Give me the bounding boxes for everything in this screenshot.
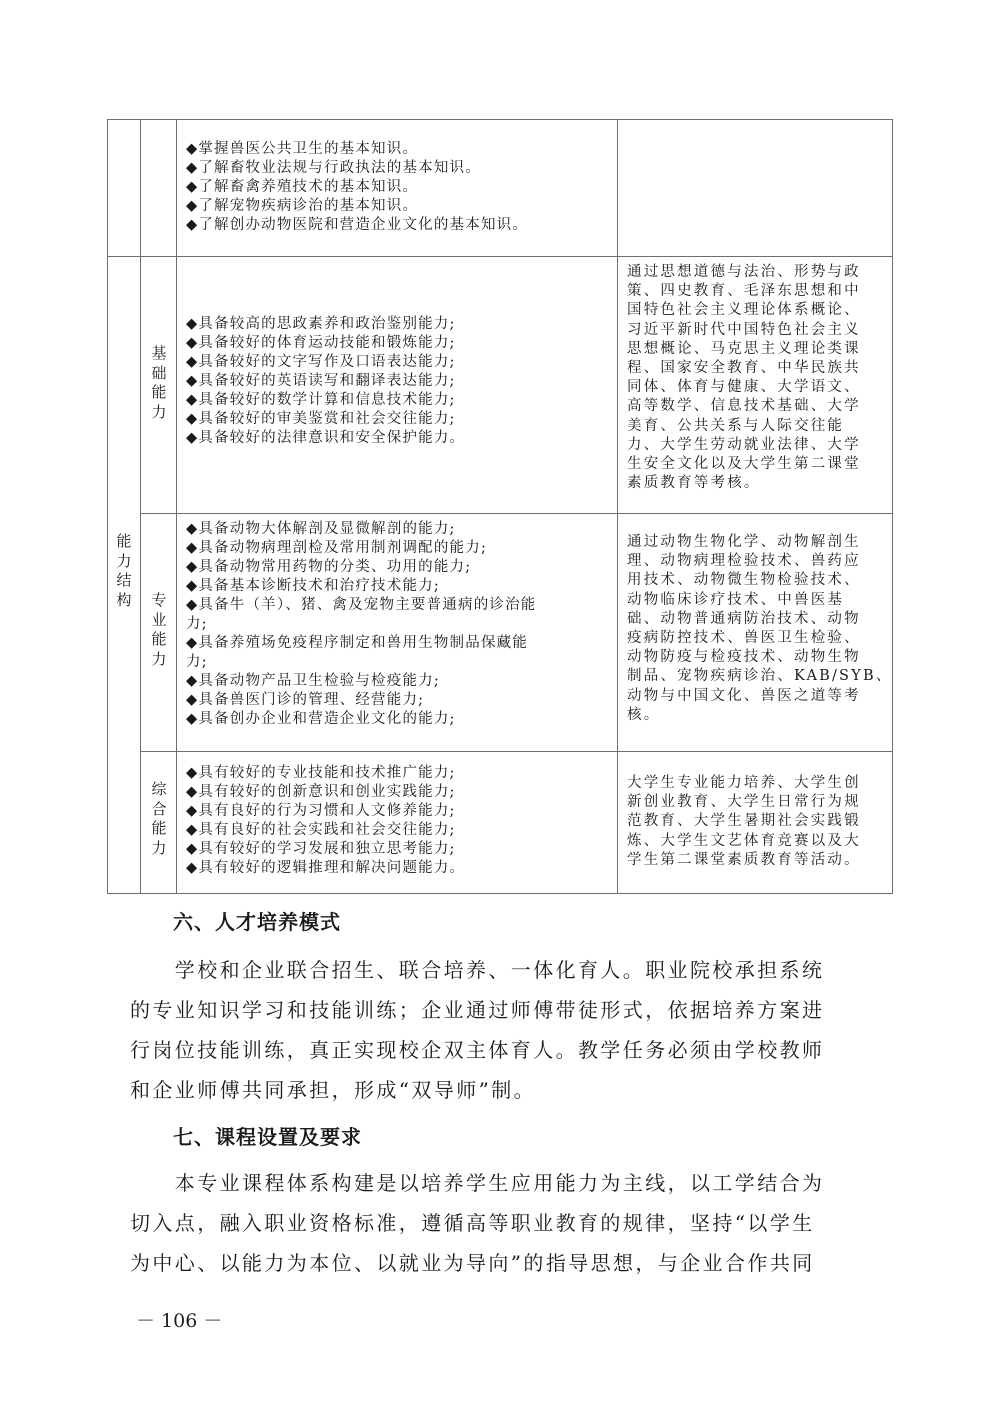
list-item: ◆具备动物病理剖检及常用制剂调配的能力; bbox=[186, 540, 488, 556]
label-char: 能 bbox=[151, 383, 167, 401]
row-divider bbox=[140, 751, 893, 752]
column-divider bbox=[176, 119, 177, 894]
list-item: ◆具备动物产品卫生检验与检疫能力; bbox=[186, 673, 440, 689]
label-char: 力 bbox=[151, 649, 167, 668]
list-item: ◆具有较好的逻辑推理和解决问题能力。 bbox=[186, 860, 466, 876]
desc-line: 高等数学、信息技术基础、大学 bbox=[627, 398, 861, 415]
table-border-right bbox=[892, 119, 893, 894]
list-item: ◆具备较好的审美鉴赏和社会交往能力; bbox=[186, 411, 456, 427]
label-char: 础 bbox=[151, 363, 167, 382]
list-item: ◆具备养殖场免疫程序制定和兽用生物制品保藏能 bbox=[186, 635, 529, 651]
list-item: ◆具备牛（羊）、猪、禽及宠物主要普通病的诊治能 bbox=[186, 597, 537, 613]
basic-ability-items bbox=[186, 315, 465, 448]
list-item: ◆具备较好的数学计算和信息技术能力; bbox=[186, 392, 456, 408]
list-item: ◆具备较好的法律意识和安全保护能力。 bbox=[186, 430, 466, 446]
desc-line: 学生第二课堂素质教育等活动。 bbox=[627, 851, 861, 868]
desc-line: 思想概论、马克思主义理论类课 bbox=[627, 340, 861, 357]
knowledge-items bbox=[186, 140, 528, 235]
desc-line: 程、国家安全教育、中华民族共 bbox=[627, 360, 861, 377]
section-heading-talent-training-mode: 六、人才培养模式 bbox=[173, 910, 341, 934]
desc-line: 力、大学生劳动就业法律、大学 bbox=[627, 436, 861, 453]
table-border-left bbox=[107, 119, 108, 894]
desc-line: 制品、宠物疾病诊治、KAB/SYB、 bbox=[627, 668, 893, 685]
label-char: 能 bbox=[116, 532, 132, 550]
row-divider bbox=[107, 256, 893, 257]
list-item: ◆具有较好的创新意识和创业实践能力; bbox=[186, 784, 456, 800]
label-char: 业 bbox=[151, 610, 167, 629]
desc-line: 美育、公共关系与人际交往能 bbox=[627, 417, 845, 434]
desc-line: 通过动物生物化学、动物解剖生 bbox=[627, 534, 861, 550]
desc-line: 用技术、动物微生物检验技术、 bbox=[627, 572, 861, 589]
row-label-professional-ability bbox=[150, 591, 168, 669]
list-item: ◆了解畜牧业法规与行政执法的基本知识。 bbox=[186, 160, 481, 176]
list-item: ◆具有良好的行为习惯和人文修养能力; bbox=[186, 803, 456, 819]
label-char: 力 bbox=[151, 402, 167, 421]
list-item: ◆具备动物常用药物的分类、功用的能力; bbox=[186, 559, 472, 575]
desc-line: 国特色社会主义理论体系概论、 bbox=[627, 302, 861, 319]
list-item: ◆具备较高的思政素养和政治鉴别能力; bbox=[186, 316, 456, 332]
desc-line: 策、四史教育、毛泽东思想和中 bbox=[627, 283, 861, 300]
list-item: ◆具备较好的英语读写和翻译表达能力; bbox=[186, 373, 456, 389]
desc-line: 范教育、大学生暑期社会实践锻 bbox=[627, 813, 861, 830]
list-item: ◆具备兽医门诊的管理、经营能力; bbox=[186, 692, 425, 708]
list-item: ◆具备较好的体育运动技能和锻炼能力; bbox=[186, 335, 456, 351]
paragraph-line: 本专业课程体系构建是以培养学生应用能力为主线，以工学结合为 bbox=[130, 1171, 825, 1195]
comprehensive-ability-assessment bbox=[627, 774, 861, 870]
desc-line: 动物临床诊疗技术、中兽医基 bbox=[627, 591, 845, 608]
desc-line: 核。 bbox=[627, 706, 661, 723]
page-number: － 106 － bbox=[136, 1310, 223, 1332]
list-item: ◆具有较好的专业技能和技术推广能力; bbox=[186, 765, 456, 781]
label-char: 能 bbox=[151, 819, 167, 837]
list-item: ◆具备动物大体解剖及显微解剖的能力; bbox=[186, 521, 456, 537]
row-label-basic-ability bbox=[150, 344, 168, 422]
desc-line: 理、动物病理检验技术、兽药应 bbox=[627, 553, 861, 570]
list-item: ◆了解宠物疾病诊治的基本知识。 bbox=[186, 198, 419, 214]
desc-line: 通过思想道德与法治、形势与政 bbox=[627, 264, 861, 280]
desc-line: 动物与中国文化、兽医之道等考 bbox=[627, 687, 861, 704]
desc-line: 炼、大学生文艺体育竞赛以及大 bbox=[627, 832, 861, 849]
label-char: 综 bbox=[151, 780, 167, 798]
paragraph-line: 切入点，融入职业资格标准，遵循高等职业教育的规律，坚持“以学生 bbox=[130, 1211, 815, 1235]
table-border-top bbox=[107, 119, 893, 120]
paragraph-line: 行岗位技能训练，真正实现校企双主体育人。教学任务必须由学校教师 bbox=[130, 1038, 825, 1062]
list-item: ◆了解创办动物医院和营造企业文化的基本知识。 bbox=[186, 217, 529, 233]
label-char: 合 bbox=[151, 799, 167, 818]
list-item: ◆具备基本诊断技术和治疗技术能力; bbox=[186, 578, 440, 594]
desc-line: 同体、体育与健康、大学语文、 bbox=[627, 379, 861, 396]
label-char: 基 bbox=[151, 344, 167, 362]
list-item: ◆具有良好的社会实践和社会交往能力; bbox=[186, 822, 456, 838]
paragraph-line: 的专业知识学习和技能训练；企业通过师傅带徒形式，依据培养方案进 bbox=[130, 998, 825, 1022]
ability-structure-table bbox=[107, 119, 893, 894]
label-char: 力 bbox=[151, 838, 167, 857]
section6-paragraph bbox=[130, 950, 870, 1110]
comprehensive-ability-items bbox=[186, 764, 465, 878]
desc-line: 础、动物普通病防治技术、动物 bbox=[627, 610, 861, 627]
desc-line: 疫病防控技术、兽医卫生检验、 bbox=[627, 630, 861, 647]
column-divider bbox=[140, 119, 141, 894]
section-heading-curriculum: 七、课程设置及要求 bbox=[173, 1125, 362, 1149]
group-label-ability-structure bbox=[115, 532, 133, 610]
column-divider bbox=[617, 119, 618, 894]
label-char: 专 bbox=[151, 591, 167, 609]
list-item: ◆具有较好的学习发展和独立思考能力; bbox=[186, 841, 456, 857]
list-item: ◆具备创办企业和营造企业文化的能力; bbox=[186, 711, 456, 727]
desc-line: 素质教育等考核。 bbox=[627, 475, 761, 492]
row-label-comprehensive-ability bbox=[150, 780, 168, 858]
paragraph-line: 和企业师傅共同承担，形成“双导师”制。 bbox=[130, 1078, 537, 1102]
basic-ability-assessment bbox=[627, 263, 861, 493]
label-char: 构 bbox=[116, 590, 132, 609]
desc-line: 新创业教育、大学生日常行为规 bbox=[627, 794, 861, 811]
table-border-bottom bbox=[107, 893, 893, 894]
list-item: 力; bbox=[186, 654, 208, 670]
list-item: ◆了解畜禽养殖技术的基本知识。 bbox=[186, 179, 419, 195]
list-item: ◆掌握兽医公共卫生的基本知识。 bbox=[186, 141, 419, 157]
desc-line: 动物防疫与检疫技术、动物生物 bbox=[627, 649, 861, 666]
paragraph-line: 为中心、以能力为本位、以就业为导向”的指导思想，与企业合作共同 bbox=[130, 1251, 815, 1275]
desc-line: 大学生专业能力培养、大学生创 bbox=[627, 775, 861, 791]
label-char: 力 bbox=[116, 551, 132, 570]
desc-line: 习近平新时代中国特色社会主义 bbox=[627, 321, 861, 338]
professional-ability-items bbox=[186, 520, 537, 729]
label-char: 结 bbox=[116, 571, 132, 589]
list-item: ◆具备较好的文字写作及口语表达能力; bbox=[186, 354, 456, 370]
label-char: 能 bbox=[151, 630, 167, 648]
desc-line: 生安全文化以及大学生第二课堂 bbox=[627, 456, 861, 473]
paragraph-line: 学校和企业联合招生、联合培养、一体化育人。职业院校承担系统 bbox=[130, 958, 825, 982]
section7-paragraph bbox=[130, 1163, 870, 1283]
list-item: 力; bbox=[186, 616, 208, 632]
row-divider bbox=[140, 513, 893, 514]
professional-ability-assessment bbox=[627, 533, 893, 725]
